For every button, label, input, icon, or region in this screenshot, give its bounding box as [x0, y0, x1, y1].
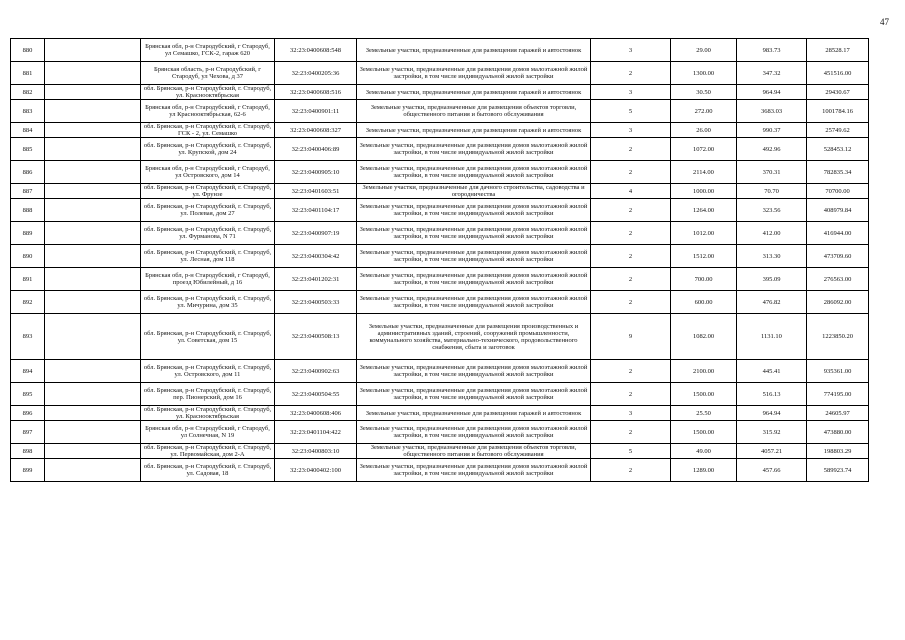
address-cell: обл. Брянская, р-н Стародубский, г. Стародуб, ул. Полевая, дом 27: [141, 199, 275, 222]
land-use-cell: Земельные участки, предназначенные для размещения домов малоэтажной жилой застройки, в том числе индивидуальной жилой застройки: [357, 161, 591, 184]
area-cell: 1072.00: [671, 138, 737, 161]
cadastral-value-cell: 416944.00: [807, 222, 869, 245]
address-cell: обл. Брянская, р-н Стародубский, г. Стародуб, пер. Пионерский, дом 16: [141, 383, 275, 406]
area-cell: 1012.00: [671, 222, 737, 245]
area-cell: 1500.00: [671, 421, 737, 444]
land-use-cell: Земельные участки, предназначенные для размещения домов малоэтажной жилой застройки, в том числе индивидуальной жилой застройки: [357, 138, 591, 161]
empty-cell: [45, 314, 141, 360]
land-use-cell: Земельные участки, предназначенные для размещения домов малоэтажной жилой застройки, в том числе индивидуальной жилой застройки: [357, 268, 591, 291]
use-group-cell: 2: [591, 199, 671, 222]
row-number: 893: [11, 314, 45, 360]
table-row: [11, 383, 869, 406]
cadastral-value-cell: 276563.00: [807, 268, 869, 291]
row-number: 882: [11, 85, 45, 100]
land-use-cell: Земельные участки, предназначенные для размещения домов малоэтажной жилой застройки, в том числе индивидуальной жилой застройки: [357, 222, 591, 245]
row-number: 895: [11, 383, 45, 406]
cadastral-number-cell: 32:23:0400402:100: [275, 459, 357, 482]
address-cell: обл. Брянская, р-н Стародубский, г. Стародуб, ул. Фурманова, N 71: [141, 222, 275, 245]
empty-cell: [45, 245, 141, 268]
cadastral-number-cell: 32:23:0400901:11: [275, 100, 357, 123]
address-cell: обл. Брянская, р-н Стародубский, г. Стародуб, ул. Фрунзе: [141, 184, 275, 199]
row-number: 888: [11, 199, 45, 222]
cadastral-value-cell: 1223850.20: [807, 314, 869, 360]
table-row: [11, 459, 869, 482]
land-use-cell: Земельные участки, предназначенные для размещения гаражей и автостоянок: [357, 85, 591, 100]
table-row: [11, 406, 869, 421]
specific-value-cell: 983.73: [737, 39, 807, 62]
area-cell: 1289.00: [671, 459, 737, 482]
table-row: [11, 314, 869, 360]
area-cell: 1500.00: [671, 383, 737, 406]
specific-value-cell: 1131.10: [737, 314, 807, 360]
cadastral-value-cell: 528453.12: [807, 138, 869, 161]
cadastral-value-cell: 473880.00: [807, 421, 869, 444]
cadastral-value-cell: 782835.34: [807, 161, 869, 184]
cadastral-number-cell: 32:23:0400905:10: [275, 161, 357, 184]
cadastral-number-cell: 32:23:0400504:55: [275, 383, 357, 406]
address-cell: обл. Брянская, р-н Стародубский, г. Стародуб, ГСК - 2, ул. Семашко: [141, 123, 275, 138]
land-use-cell: Земельные участки, предназначенные для размещения домов малоэтажной жилой застройки, в том числе индивидуальной жилой застройки: [357, 291, 591, 314]
row-number: 899: [11, 459, 45, 482]
row-number: 894: [11, 360, 45, 383]
address-cell: Брянская обл, р-н Стародубский, г Стародуб, ул Краснооктябрьская, 62-6: [141, 100, 275, 123]
cadastral-value-cell: 589923.74: [807, 459, 869, 482]
specific-value-cell: 964.94: [737, 406, 807, 421]
land-use-cell: Земельные участки, предназначенные для размещения объектов торговли, общественного питания и бытового обслуживания: [357, 444, 591, 459]
cadastral-number-cell: 32:23:0400608:327: [275, 123, 357, 138]
specific-value-cell: 990.37: [737, 123, 807, 138]
use-group-cell: 5: [591, 444, 671, 459]
row-number: 897: [11, 421, 45, 444]
area-cell: 2100.00: [671, 360, 737, 383]
empty-cell: [45, 138, 141, 161]
empty-cell: [45, 39, 141, 62]
address-cell: Брянская обл, р-н Стародубский, г Стародуб, ул Солнечная, N 19: [141, 421, 275, 444]
row-number: 885: [11, 138, 45, 161]
table-row: [11, 184, 869, 199]
specific-value-cell: 370.31: [737, 161, 807, 184]
use-group-cell: 4: [591, 184, 671, 199]
row-number: 891: [11, 268, 45, 291]
empty-cell: [45, 459, 141, 482]
cadastral-number-cell: 32:23:0400608:516: [275, 85, 357, 100]
cadastral-value-cell: 408979.84: [807, 199, 869, 222]
area-cell: 272.00: [671, 100, 737, 123]
row-number: 896: [11, 406, 45, 421]
use-group-cell: 5: [591, 100, 671, 123]
row-number: 883: [11, 100, 45, 123]
cadastral-number-cell: 32:23:0400803:10: [275, 444, 357, 459]
cadastral-value-cell: 24605.97: [807, 406, 869, 421]
cadastral-value-cell: 70700.00: [807, 184, 869, 199]
empty-cell: [45, 222, 141, 245]
address-cell: обл. Брянская, р-н Стародубский, г. Стародуб, ул. Садовая, 18: [141, 459, 275, 482]
area-cell: 1300.00: [671, 62, 737, 85]
table-row: [11, 444, 869, 459]
cadastral-number-cell: 32:23:0400902:63: [275, 360, 357, 383]
area-cell: 1082.00: [671, 314, 737, 360]
cadastral-value-cell: 198803.29: [807, 444, 869, 459]
address-cell: Брянская обл, р-н Стародубский, г Стародуб, проезд Юбилейный, д 16: [141, 268, 275, 291]
land-use-cell: Земельные участки, предназначенные для размещения домов малоэтажной жилой застройки, в том числе индивидуальной жилой застройки: [357, 360, 591, 383]
use-group-cell: 2: [591, 421, 671, 444]
cadastral-number-cell: 32:23:0400508:13: [275, 314, 357, 360]
land-use-cell: Земельные участки, предназначенные для размещения объектов торговли, общественного питания и бытового обслуживания: [357, 100, 591, 123]
use-group-cell: 2: [591, 245, 671, 268]
empty-cell: [45, 406, 141, 421]
use-group-cell: 2: [591, 62, 671, 85]
specific-value-cell: 313.30: [737, 245, 807, 268]
row-number: 892: [11, 291, 45, 314]
area-cell: 30.50: [671, 85, 737, 100]
page-number: 47: [880, 17, 889, 27]
specific-value-cell: 445.41: [737, 360, 807, 383]
cadastral-value-cell: 25749.62: [807, 123, 869, 138]
address-cell: обл. Брянская, р-н Стародубский, г. Стародуб, ул. Краснооктябрьская: [141, 85, 275, 100]
table-row: [11, 245, 869, 268]
row-number: 884: [11, 123, 45, 138]
cadastral-value-cell: 473709.60: [807, 245, 869, 268]
cadastral-value-cell: 28528.17: [807, 39, 869, 62]
empty-cell: [45, 161, 141, 184]
cadastral-value-cell: 451516.00: [807, 62, 869, 85]
table-row: [11, 421, 869, 444]
empty-cell: [45, 199, 141, 222]
cadastral-number-cell: 32:23:0400907:19: [275, 222, 357, 245]
row-number: 889: [11, 222, 45, 245]
empty-cell: [45, 291, 141, 314]
specific-value-cell: 70.70: [737, 184, 807, 199]
row-number: 887: [11, 184, 45, 199]
cadastral-number-cell: 32:23:0401202:31: [275, 268, 357, 291]
land-use-cell: Земельные участки, предназначенные для размещения домов малоэтажной жилой застройки, в том числе индивидуальной жилой застройки: [357, 245, 591, 268]
table-row: [11, 161, 869, 184]
row-number: 898: [11, 444, 45, 459]
area-cell: 26.00: [671, 123, 737, 138]
area-cell: 2114.00: [671, 161, 737, 184]
cadastral-number-cell: 32:23:0400503:33: [275, 291, 357, 314]
area-cell: 1264.00: [671, 199, 737, 222]
use-group-cell: 2: [591, 222, 671, 245]
specific-value-cell: 4057.21: [737, 444, 807, 459]
address-cell: обл. Брянская, р-н Стародубский, г. Стародуб, ул. Советская, дом 15: [141, 314, 275, 360]
cadastral-number-cell: 32:23:0401104:17: [275, 199, 357, 222]
table-row: [11, 100, 869, 123]
empty-cell: [45, 444, 141, 459]
table-row: [11, 62, 869, 85]
specific-value-cell: 516.13: [737, 383, 807, 406]
address-cell: обл. Брянская, р-н Стародубский, г. Стародуб, ул. Островского, дом 11: [141, 360, 275, 383]
table-row: [11, 291, 869, 314]
row-number: 890: [11, 245, 45, 268]
empty-cell: [45, 421, 141, 444]
land-use-cell: Земельные участки, предназначенные для размещения производственных и административных зданий, строений, сооружений промышленности, коммунального хозяйства, материально-технического, продовольственного снабжения, сбыта и заготовок: [357, 314, 591, 360]
land-use-cell: Земельные участки, предназначенные для размещения домов малоэтажной жилой застройки, в том числе индивидуальной жилой застройки: [357, 62, 591, 85]
empty-cell: [45, 268, 141, 291]
specific-value-cell: 964.94: [737, 85, 807, 100]
use-group-cell: 3: [591, 39, 671, 62]
use-group-cell: 2: [591, 268, 671, 291]
address-cell: Брянская обл, р-н Стародубский, г Стародуб, ул Островского, дом 14: [141, 161, 275, 184]
cadastral-value-cell: 29430.67: [807, 85, 869, 100]
empty-cell: [45, 123, 141, 138]
use-group-cell: 3: [591, 123, 671, 138]
empty-cell: [45, 184, 141, 199]
specific-value-cell: 3683.03: [737, 100, 807, 123]
row-number: 881: [11, 62, 45, 85]
specific-value-cell: 412.00: [737, 222, 807, 245]
table-row: [11, 199, 869, 222]
use-group-cell: 2: [591, 383, 671, 406]
land-use-cell: Земельные участки, предназначенные для размещения домов малоэтажной жилой застройки, в том числе индивидуальной жилой застройки: [357, 383, 591, 406]
table-row: [11, 360, 869, 383]
table-row: [11, 268, 869, 291]
empty-cell: [45, 360, 141, 383]
table-row: [11, 138, 869, 161]
land-use-cell: Земельные участки, предназначенные для размещения домов малоэтажной жилой застройки, в том числе индивидуальной жилой застройки: [357, 199, 591, 222]
row-number: 886: [11, 161, 45, 184]
empty-cell: [45, 100, 141, 123]
empty-cell: [45, 85, 141, 100]
use-group-cell: 2: [591, 291, 671, 314]
cadastral-number-cell: 32:23:0400304:42: [275, 245, 357, 268]
use-group-cell: 9: [591, 314, 671, 360]
land-use-cell: Земельные участки, предназначенные для размещения гаражей и автостоянок: [357, 123, 591, 138]
cadastral-value-cell: 774195.00: [807, 383, 869, 406]
specific-value-cell: 476.82: [737, 291, 807, 314]
land-use-cell: Земельные участки, предназначенные для размещения домов малоэтажной жилой застройки, в том числе индивидуальной жилой застройки: [357, 421, 591, 444]
specific-value-cell: 492.96: [737, 138, 807, 161]
use-group-cell: 2: [591, 138, 671, 161]
specific-value-cell: 323.56: [737, 199, 807, 222]
land-use-cell: Земельные участки, предназначенные для размещения гаражей и автостоянок: [357, 406, 591, 421]
use-group-cell: 2: [591, 360, 671, 383]
specific-value-cell: 315.92: [737, 421, 807, 444]
address-cell: обл. Брянская, р-н Стародубский, г. Стародуб, ул. Краснооктябрьская: [141, 406, 275, 421]
cadastral-number-cell: 32:23:0401104:422: [275, 421, 357, 444]
specific-value-cell: 457.66: [737, 459, 807, 482]
table-row: [11, 85, 869, 100]
area-cell: 29.00: [671, 39, 737, 62]
address-cell: обл. Брянская, р-н Стародубский, г. Стародуб, ул. Первомайская, дом 2-А: [141, 444, 275, 459]
address-cell: обл. Брянская, р-н Стародубский, г. Стародуб, ул. Лесная, дом 118: [141, 245, 275, 268]
use-group-cell: 3: [591, 85, 671, 100]
table-row: [11, 123, 869, 138]
cadastral-value-cell: 935361.00: [807, 360, 869, 383]
cadastral-number-cell: 32:23:0401603:51: [275, 184, 357, 199]
address-cell: Брянская область, р-н Стародубский, г Стародуб, ул Чехова, д 37: [141, 62, 275, 85]
table-body: [11, 39, 869, 482]
area-cell: 49.00: [671, 444, 737, 459]
cadastral-number-cell: 32:23:0400205:36: [275, 62, 357, 85]
empty-cell: [45, 62, 141, 85]
area-cell: 700.00: [671, 268, 737, 291]
land-use-cell: Земельные участки, предназначенные для дачного строительства, садоводства и огородничества: [357, 184, 591, 199]
address-cell: Брянская обл, р-н Стародубский, г Стародуб, ул Семашко, ГСК-2, гараж 620: [141, 39, 275, 62]
area-cell: 600.00: [671, 291, 737, 314]
table-row: [11, 222, 869, 245]
row-number: 880: [11, 39, 45, 62]
specific-value-cell: 395.09: [737, 268, 807, 291]
address-cell: обл. Брянская, р-н Стародубский, г. Стародуб, ул. Крупской, дом 24: [141, 138, 275, 161]
use-group-cell: 2: [591, 459, 671, 482]
area-cell: 25.50: [671, 406, 737, 421]
specific-value-cell: 347.32: [737, 62, 807, 85]
cadastral-value-cell: 1001784.16: [807, 100, 869, 123]
use-group-cell: 2: [591, 161, 671, 184]
table-row: [11, 39, 869, 62]
use-group-cell: 3: [591, 406, 671, 421]
address-cell: обл. Брянская, р-н Стародубский, г. Стародуб, ул. Мичурина, дом 35: [141, 291, 275, 314]
land-use-cell: Земельные участки, предназначенные для размещения гаражей и автостоянок: [357, 39, 591, 62]
cadastral-number-cell: 32:23:0400608:548: [275, 39, 357, 62]
cadastral-number-cell: 32:23:0400608:406: [275, 406, 357, 421]
cadastral-table: [10, 38, 869, 482]
area-cell: 1512.00: [671, 245, 737, 268]
cadastral-number-cell: 32:23:0400406:89: [275, 138, 357, 161]
cadastral-value-cell: 286092.00: [807, 291, 869, 314]
area-cell: 1000.00: [671, 184, 737, 199]
land-use-cell: Земельные участки, предназначенные для размещения домов малоэтажной жилой застройки, в том числе индивидуальной жилой застройки: [357, 459, 591, 482]
empty-cell: [45, 383, 141, 406]
